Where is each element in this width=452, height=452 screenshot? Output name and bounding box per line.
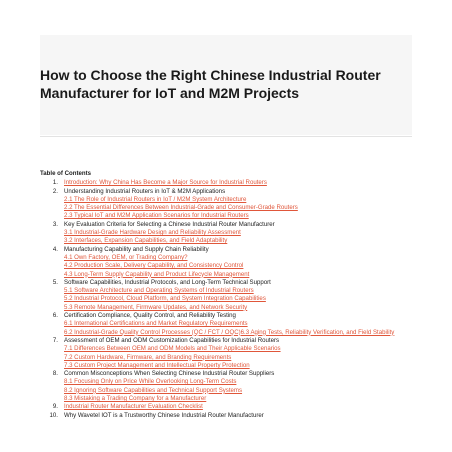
toc-subsection-link[interactable]: 5.3 Remote Management, Firmware Updates, and Network Security [64,303,248,311]
toc-section-label: Assessment of OEM and ODM Customization Capabilities for Industrial Routers [64,336,280,344]
toc-item [40,221,412,246]
toc-subsection-link[interactable]: 5.2 Industrial Protocol, Cloud Platform, and System Integration Capabilities [64,295,266,303]
toc-subsection-link[interactable]: 4.3 Long-Term Supply Capability and Product Lifecycle Management [64,270,250,278]
toc-subsection-link[interactable]: 7.1 Differences Between OEM and ODM Models and Their Applicable Scenarios [64,345,281,353]
toc-section-label: Understanding Industrial Routers in IoT & M2M Applications [64,187,226,195]
toc-heading: Table of Contents [40,170,92,177]
toc-subsection-link[interactable]: 6.1 International Certifications and Market Regulatory Requirements [64,320,248,328]
toc-item-number: 10. [49,411,58,419]
toc-section-label: Why Wavetel IOT is a Trustworthy Chinese Industrial Router Manufacturer [64,411,264,419]
toc-item-number: 6. [52,312,58,320]
toc-item [40,312,412,337]
toc-subsection-link[interactable]: 4.1 Own Factory, OEM, or Trading Company? [64,253,188,261]
toc-subsection-link[interactable]: 4.2 Production Scale, Delivery Capability, and Consistency Control [64,262,244,270]
toc-item-number: 8. [52,370,58,378]
toc-section-label: Manufacturing Capability and Supply Chain Reliability [64,245,209,253]
toc-item-number: 2. [52,187,58,195]
toc-item [40,403,412,411]
toc-item [40,188,412,221]
toc-subsection-link[interactable]: 3.2 Interfaces, Expansion Capabilities, and Field Adaptability [64,237,228,245]
toc-item-number: 3. [52,220,58,228]
toc-subsection-link[interactable]: 2.1 The Role of Industrial Routers in IoT / M2M System Architecture [64,195,247,203]
toc-section-label: Common Misconceptions When Selecting Chinese Industrial Router Suppliers [64,370,275,378]
table-of-contents [40,170,412,420]
toc-item-number: 1. [52,179,58,187]
toc-item-number: 9. [52,403,58,411]
toc-subsection-link[interactable]: 7.3 Custom Project Management and Intellectual Property Protection [64,361,250,369]
toc-item-number: 7. [52,336,58,344]
toc-item [40,179,412,187]
toc-subsection-link[interactable]: 3.1 Industrial-Grade Hardware Design and Reliability Assessment [64,229,241,237]
toc-subsection-link[interactable]: 2.2 The Essential Differences Between Industrial-Grade and Consumer-Grade Routers [64,204,298,212]
toc-item-number: 5. [52,278,58,286]
toc-section-label: Certification Compliance, Quality Control, and Reliability Testing [64,312,236,320]
toc-section-link[interactable]: Introduction: Why China Has Become a Major Source for Industrial Routers [64,179,267,187]
toc-item [40,370,412,403]
toc-section-label: Software Capabilities, Industrial Protocols, and Long-Term Technical Support [64,278,271,286]
toc-subsection-link[interactable]: 2.3 Typical IoT and M2M Application Scenarios for Industrial Routers [64,212,249,220]
toc-list [40,179,412,420]
toc-subsection-link[interactable]: 7.2 Custom Hardware, Firmware, and Branding Requirements [64,353,232,361]
toc-item-number: 4. [52,245,58,253]
toc-item [40,337,412,370]
toc-subsection-link[interactable]: 8.2 Ignoring Software Capabilities and Technical Support Systems [64,386,243,394]
toc-item [40,412,412,420]
toc-subsection-link[interactable]: 5.1 Software Architecture and Operating Systems of Industrial Routers [64,287,254,295]
toc-section-link[interactable]: Industrial Router Manufacturer Evaluation Checklist [64,403,203,411]
toc-subsection-link[interactable]: 8.3 Mistaking a Trading Company for a Manufacturer [64,395,207,403]
header-divider [40,136,412,137]
toc-subsection-link[interactable]: 6.2 Industrial-Grade Quality Control Processes (QC / FCT / OQC)6.3 Aging Tests, Reliability Verification, and Field Stability [64,328,395,336]
article-title: How to Choose the Right Chinese Industrial Router Manufacturer for IoT and M2M Projects [40,67,381,101]
toc-item [40,246,412,279]
toc-item [40,279,412,312]
toc-subsection-link[interactable]: 8.1 Focusing Only on Price While Overlooking Long-Term Costs [64,378,237,386]
toc-section-label: Key Evaluation Criteria for Selecting a Chinese Industrial Router Manufacturer [64,220,275,228]
